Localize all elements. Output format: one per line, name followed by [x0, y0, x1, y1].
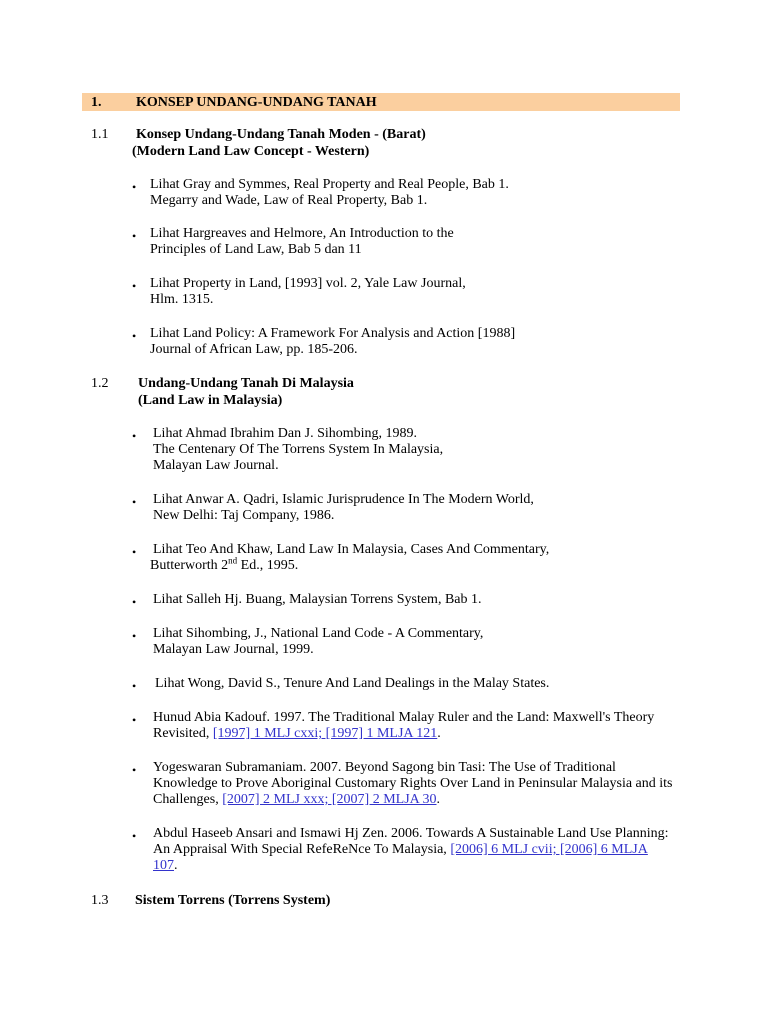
list-item: Lihat Teo And Khaw, Land Law In Malaysia, Cases And Commentary, Butterworth 2nd Ed., 1995.: [150, 542, 550, 573]
list-item: Lihat Land Policy: A Framework For Analysis and Action [1988] Journal of African Law, pp. 185-206.: [150, 326, 516, 357]
citation-link[interactable]: [2006] 6 MLJ cvii; [2006] 6 MLJA: [450, 842, 648, 857]
citation-link-continued[interactable]: 107: [153, 858, 174, 873]
section-number-1-2: 1.2: [91, 376, 109, 391]
list-item: Lihat Gray and Symmes, Real Property and Real People, Bab 1. Megarry and Wade, Law of Real Property, Bab 1.: [150, 177, 509, 208]
list-item: Hunud Abia Kadouf. 1997. The Traditional Malay Ruler and the Land: Maxwell's Theory Revisited, [1997] 1 MLJ cxxi; [1997] 1 MLJA 121.: [153, 710, 655, 741]
list-item: Lihat Wong, David S., Tenure And Land Dealings in the Malay States.: [155, 676, 550, 691]
bullet-icon: •: [132, 329, 137, 343]
citation-link[interactable]: [2007] 2 MLJ xxx; [2007] 2 MLJA 30: [222, 792, 437, 807]
list-item: Lihat Hargreaves and Helmore, An Introduction to the Principles of Land Law, Bab 5 dan 11: [150, 226, 454, 257]
heading-number: 1.: [91, 95, 102, 110]
citation-link[interactable]: [1997] 1 MLJ cxxi; [1997] 1 MLJA 121: [212, 726, 438, 741]
section-subtitle-1-1: (Modern Land Law Concept - Western): [132, 144, 370, 159]
list-item: Lihat Property in Land, [1993] vol. 2, Yale Law Journal, Hlm. 1315.: [150, 276, 466, 307]
list-item: Lihat Ahmad Ibrahim Dan J. Sihombing, 1989. The Centenary Of The Torrens System In Malaysia, Malayan Law Journal.: [153, 426, 444, 473]
list-item: Yogeswaran Subramaniam. 2007. Beyond Sagong bin Tasi: The Use of Traditional Knowledge to Prove Aboriginal Customary Rights Over Land in Peninsular Malaysia and its Challenges, [2007] 2 MLJ xxx; [2007] 2 MLJA 30.: [153, 760, 673, 807]
list-item: Lihat Salleh Hj. Buang, Malaysian Torrens System, Bab 1.: [153, 592, 482, 607]
section-title-1-2: Undang-Undang Tanah Di Malaysia: [138, 376, 354, 391]
bullet-icon: •: [132, 713, 137, 727]
bullet-icon: •: [132, 763, 137, 777]
section-number-1-3: 1.3: [91, 893, 109, 908]
list-item: Abdul Haseeb Ansari and Ismawi Hj Zen. 2006. Towards A Sustainable Land Use Planning: An Appraisal With Special RefeReNce To Malaysia, [2006] 6 MLJ cvii; [2006] 6 MLJA 107.: [153, 826, 669, 873]
bullet-icon: •: [132, 279, 137, 293]
section-subtitle-1-2: (Land Law in Malaysia): [138, 393, 283, 408]
list-item: Lihat Sihombing, J., National Land Code - A Commentary, Malayan Law Journal, 1999.: [153, 626, 484, 657]
bullet-icon: •: [132, 495, 137, 509]
bullet-icon: •: [132, 829, 137, 843]
bullet-icon: •: [132, 629, 137, 643]
bullet-icon: •: [132, 229, 137, 243]
section-title-1-1: Konsep Undang-Undang Tanah Moden - (Barat): [136, 127, 426, 142]
bullet-icon: •: [132, 180, 137, 194]
section-number-1-1: 1.1: [91, 127, 109, 142]
bullet-icon: •: [132, 429, 137, 443]
bullet-icon: •: [132, 679, 137, 693]
section-title-1-3: Sistem Torrens (Torrens System): [135, 893, 331, 908]
list-item: Lihat Anwar A. Qadri, Islamic Jurisprudence In The Modern World, New Delhi: Taj Company, 1986.: [153, 492, 534, 523]
bullet-icon: •: [132, 595, 137, 609]
bullet-icon: •: [132, 545, 137, 559]
heading-title: KONSEP UNDANG-UNDANG TANAH: [136, 95, 377, 110]
